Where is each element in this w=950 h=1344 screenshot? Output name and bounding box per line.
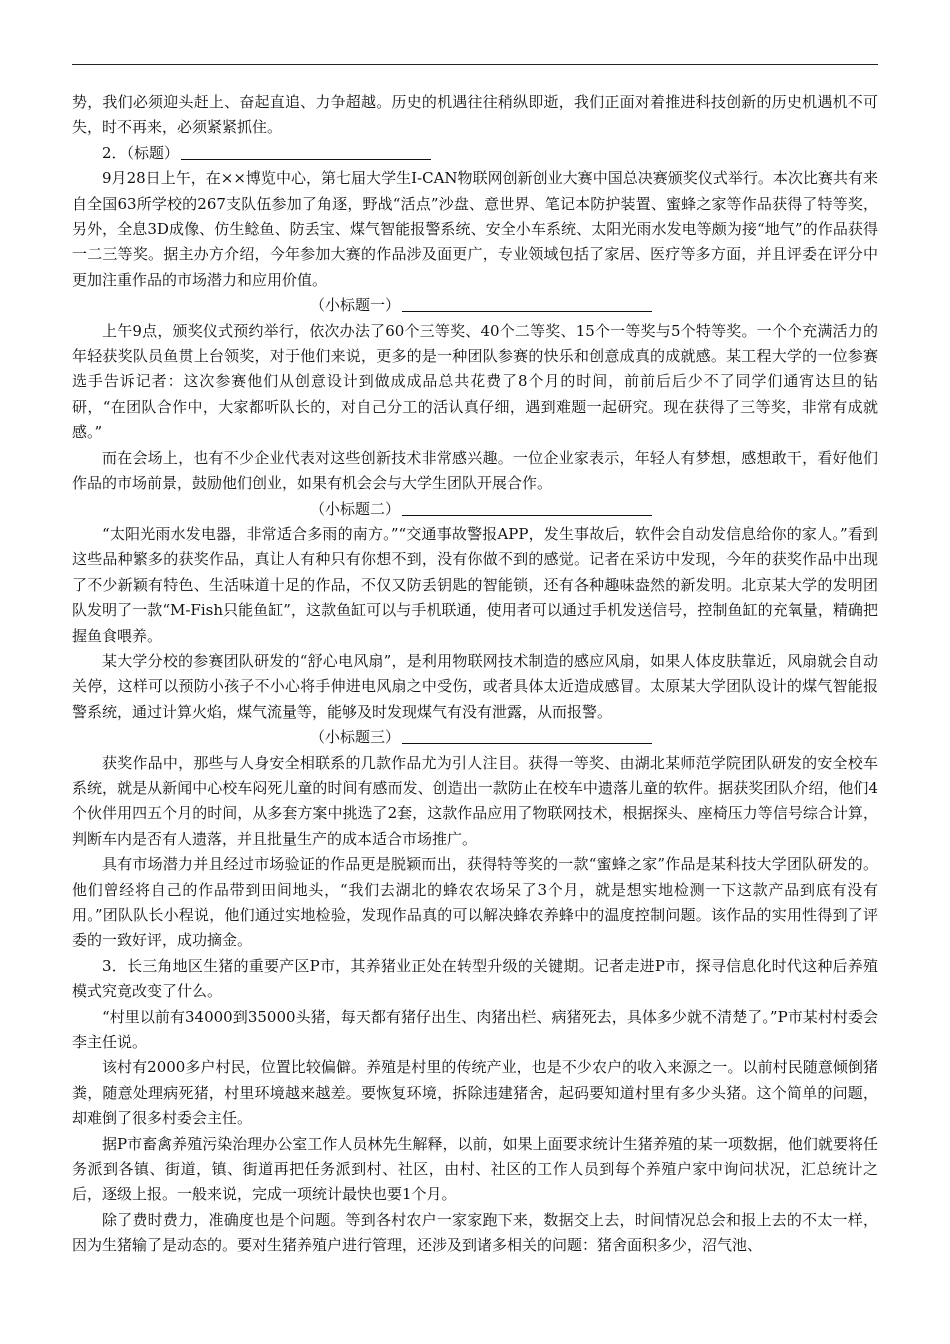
heading-label: 2．（标题） xyxy=(102,143,180,162)
answer-blank[interactable] xyxy=(181,144,431,160)
answer-blank[interactable] xyxy=(402,728,652,744)
paragraph: “太阳光雨水发电器，非常适合多雨的南方。”“交通事故警报APP，发生事故后，软件会自动发信息给你的家人。”看到这些品种繁多的获奖作品，真让人有种只有你想不到，没有你做不到的感觉。记者在采访中发现，今年的获奖作品中出现了不少新颖有特色、生活味道十足的作品，不仅又防丢钥匙的智能锁，还有各种趣味盎然的新发明。北京某大学的发明团队发明了一款“M-Fish只能鱼缸”，这款鱼缸可以与手机联通，使用者可以通过手机发送信号，控制鱼缸的充氧量，精确把握鱼食喂养。 xyxy=(72,524,878,645)
paragraph: 而在会场上，也有不少企业代表对这些创新技术非常感兴趣。一位企业家表示，年轻人有梦想，感想敢干，看好他们作品的市场前景，鼓励他们创业，如果有机会会与大学生团队开展合作。 xyxy=(72,448,878,493)
paragraph: 据P市畜禽养殖污染治理办公室工作人员林先生解释，以前，如果上面要求统计生猪养殖的某一项数据，他们就要将任务派到各镇、街道，镇、街道再把任务派到村、社区，由村、社区的工作人员到每个养殖户家中询问状况，汇总统计之后，逐级上报。一般来说，完成一项统计最快也要1个月。 xyxy=(72,1134,878,1204)
paragraph: 9月28日上午，在××博览中心，第七届大学生I-CAN物联网创新创业大赛中国总决赛颁奖仪式举行。本次比赛共有来自全国63所学校的267支队伍参加了角逐，野战“活点”沙盘、意世界、笔记本防护装置、蜜蜂之家等作品获得了特等奖，另外，全息3D成像、仿生鲶鱼、防丢宝、煤气智能报警系统、安全小车系统、太阳光雨水发电等颇为接“地气”的作品获得一二三等奖。据主办方介绍，今年参加大赛的作品涉及面更广，专业领域包括了家居、医疗等多方面，并且评委在评分中更加注重作品的市场潜力和应用价值。 xyxy=(72,169,878,289)
paragraph: 具有市场潜力并且经过市场验证的作品更是脱颖而出，获得特等奖的一款“蜜蜂之家”作品是某科技大学团队研发的。他们曾经将自己的作品带到田间地头，“我们去湖北的蜂农农场呆了3个月，就是想实地检测一下这款产品到底有没有用。”团队队长小程说，他们通过实地检验，发现作品真的可以解决蜂农养蜂中的温度控制问题。该作品的实用性得到了评委的一致好评，成功摘金。 xyxy=(72,855,878,950)
subheading-label: （小标题三） xyxy=(310,728,401,747)
subheading-label: （小标题二） xyxy=(310,499,401,518)
answer-blank[interactable] xyxy=(402,500,652,516)
paragraph: 该村有2000多户村民，位置比较偏僻。养殖是村里的传统产业，也是不少农户的收入来源之一。以前村民随意倾倒猪粪，随意处理病死猪，村里环境越来越差。要恢复环境，拆除违建猪舍，起码要知道村里有多少头猪。这个简单的问题，却难倒了很多村委会主任。 xyxy=(72,1058,878,1128)
subheading xyxy=(72,725,878,750)
paragraph: 3．长三角地区生猪的重要产区P市，其养猪业正处在转型升级的关键期。记者走进P市，探寻信息化时代这种后养殖模式究竟改变了什么。 xyxy=(72,956,878,1001)
paragraph: 势，我们必须迎头赶上、奋起直追、力争超越。历史的机遇往往稍纵即逝，我们正面对着推进科技创新的历史机遇机不可失，时不再来，必须紧紧抓住。 xyxy=(72,93,878,137)
document-body xyxy=(72,90,878,1259)
answer-blank[interactable] xyxy=(402,296,652,312)
paragraph: 某大学分校的参赛团队研发的“舒心电风扇”，是利用物联网技术制造的感应风扇，如果人体皮肤靠近，风扇就会自动关停，这样可以预防小孩子不小心将手伸进电风扇之中受伤，或者具体太近造成感冒。太原某大学团队设计的煤气智能报警系统，通过计算火焰，煤气流量等，能够及时发现煤气有没有泄露，从而报警。 xyxy=(72,651,878,721)
subheading xyxy=(72,293,878,318)
subheading-label: （小标题一） xyxy=(310,296,401,315)
paragraph: 上午9点，颁奖仪式预约举行，依次办法了60个三等奖、40个二等奖、15个一等奖与5个特等奖。一个个充满活力的年轻获奖队员鱼贯上台领奖，对于他们来说，更多的是一种团队参赛的快乐和创意成真的成就感。某工程大学的一位参赛选手告诉记者：这次参赛他们从创意设计到做成成品总共花费了8个月的时间，前前后后少不了同学们通宵达旦的钻研，“在团队合作中，大家都听队长的，对自己分工的活认真仔细，遇到难题一起研究。现在获得了三等奖，非常有成就感。” xyxy=(72,321,878,442)
paragraph: 获奖作品中，那些与人身安全相联系的几款作品尤为引人注目。获得一等奖、由湖北某师范学院团队研发的安全校车系统，就是从新闻中心校车闷死儿童的时间有感而发、创造出一款防止在校车中遗落儿童的软件。据获奖团队介绍，他们4个伙伴用四五个月的时间，从多套方案中挑选了2套，这款作品应用了物联网技术，根据探头、座椅压力等信号综合计算，判断车内是否有人遗落，并且批量生产的成本适合市场推广。 xyxy=(72,753,878,848)
paragraph: “村里以前有34000到35000头猪，每天都有猪仔出生、肉猪出栏、病猪死去，具体多少就不清楚了。”P市某村村委会李主任说。 xyxy=(72,1007,878,1052)
paragraph: 除了费时费力，准确度也是个问题。等到各村农户一家家跑下来，数据交上去，时间情况总会和报上去的不太一样，因为生猪输了是动态的。要对生猪养殖户进行管理，还涉及到诸多相关的问题：猪舍面积多少，沼气池、 xyxy=(72,1210,878,1255)
subheading xyxy=(72,497,878,522)
section-heading xyxy=(72,141,878,166)
header-rule xyxy=(72,64,878,65)
